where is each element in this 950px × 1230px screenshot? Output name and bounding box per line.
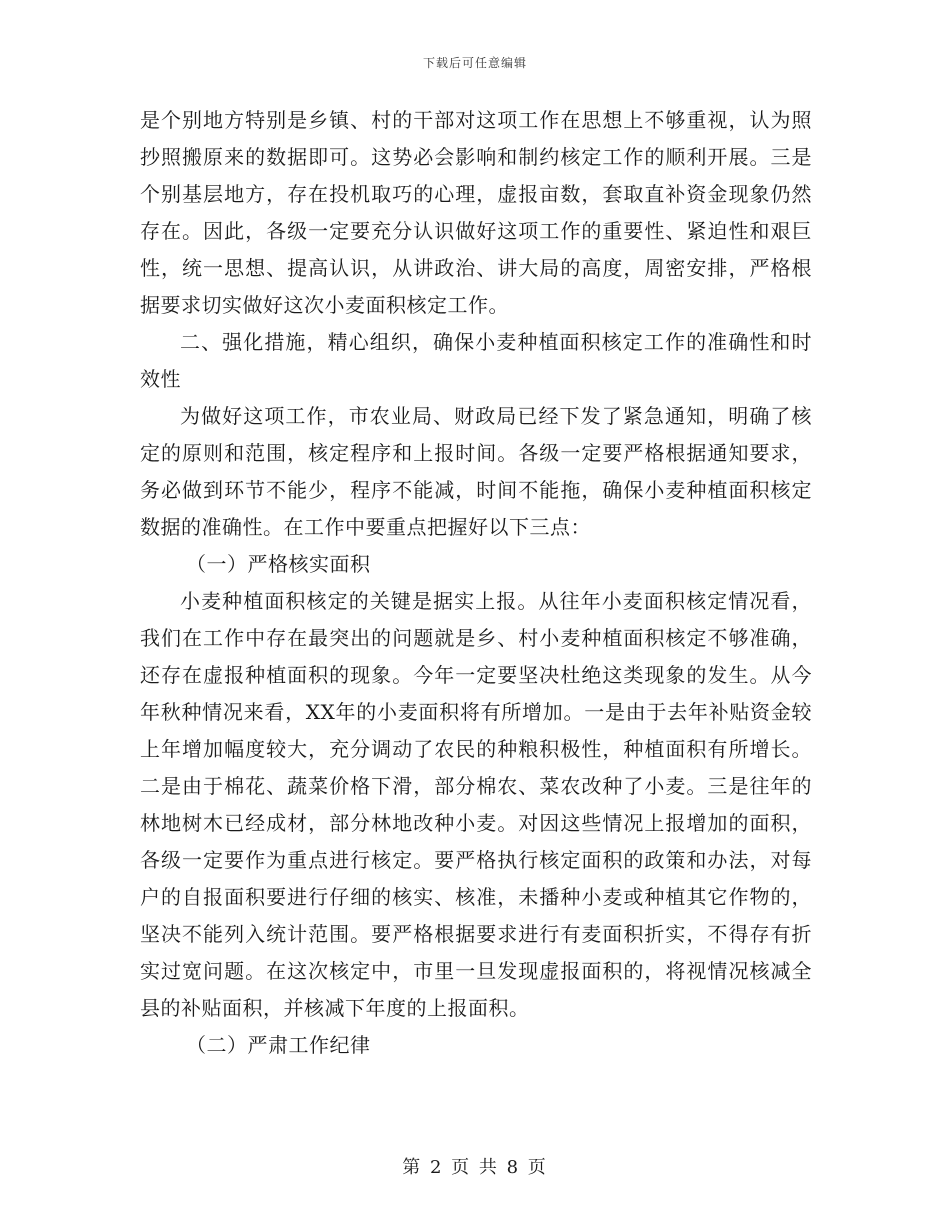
page-footer: 第 2 页 共 8 页 bbox=[402, 1157, 548, 1178]
paragraph-verify-area: 小麦种植面积核定的关键是据实上报。从往年小麦面积核定情况看，我们在工作中存在最突出的问题就是乡、村小麦种植面积核定不够准确，还存在虚报种植面积的现象。今年一定要坚决杜绝这类现象的发生。从今年秋种情况来看，XX年的小麦面积将有所增加。一是由于去年补贴资金较上年增加幅度较大，充分调动了农民的种粮积极性，种植面积有所增长。二是由于棉花、蔬菜价格下滑，部分棉农、菜农改种了小麦。三是往年的林地树木已经成材，部分林地改种小麦。对因这些情况上报增加的面积，各级一定要作为重点进行核定。要严格执行核定面积的政策和办法，对每户的自报面积要进行仔细的核实、核准，未播种小麦或种植其它作物的，坚决不能列入统计范围。要严格根据要求进行有麦面积折实，不得存有折实过宽问题。在这次核定中，市里一旦发现虚报面积的，将视情况核减全县的补贴面积，并核减下年度的上报面积。 bbox=[140, 589, 812, 1020]
subheading-1: （一）严格核实面积 bbox=[186, 552, 371, 576]
subheading-2: （二）严肃工作纪律 bbox=[186, 1033, 371, 1057]
paragraph-continuation: 是个别地方特别是乡镇、村的干部对这项工作在思想上不够重视，认为照抄照搬原来的数据即可。这势必会影响和制约核定工作的顺利开展。三是个别基层地方，存在投机取巧的心理，虚报亩数，套取直补资金现象仍然存在。因此，各级一定要充分认识做好这项工作的重要性、紧迫性和艰巨性，统一思想、提高认识，从讲政治、讲大局的高度，周密安排，严格根据要求切实做好这次小麦面积核定工作。 bbox=[140, 108, 812, 317]
page-header: 下载后可任意编辑 bbox=[422, 56, 527, 70]
paragraph-notice: 为做好这项工作，市农业局、财政局已经下发了紧急通知，明确了核定的原则和范围，核定程序和上报时间。各级一定要严格根据通知要求，务必做到环节不能少，程序不能减，时间不能拖，确保小麦种植面积核定数据的准确性。在工作中要重点把握好以下三点： bbox=[140, 404, 812, 539]
section-heading-2: 二、强化措施，精心组织，确保小麦种植面积核定工作的准确性和时效性 bbox=[140, 330, 812, 391]
document-body bbox=[140, 102, 812, 1064]
